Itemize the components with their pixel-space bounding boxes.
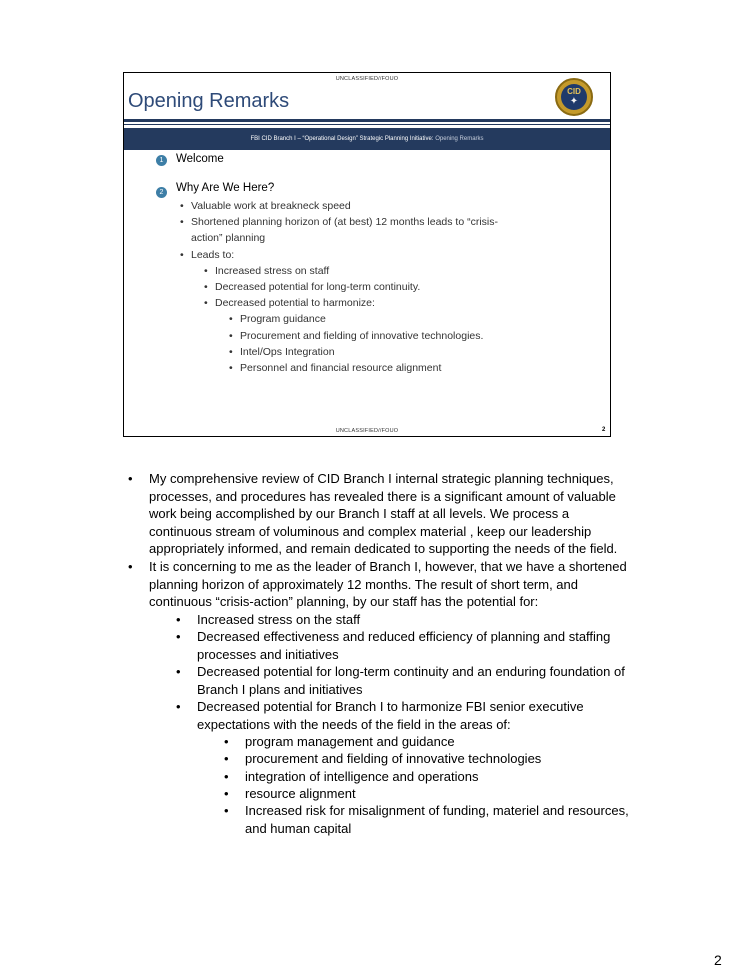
bullet-icon: • [204, 297, 208, 309]
note-sub-bullet: • Decreased effectiveness and reduced efficiency of planning and staffing processes and initiatives [176, 629, 611, 662]
note-sub-bullet: • Decreased potential for Branch I to harmonize FBI senior executive expectations with the needs of the field in the areas of: [176, 699, 584, 732]
bullet-icon: • [176, 629, 181, 644]
slide-bullet-cont: action” planning [191, 232, 266, 244]
bullet-icon: • [180, 200, 184, 212]
bullet-icon: • [180, 216, 184, 228]
note-subsub-bullet: • resource alignment [224, 786, 356, 801]
note-subsub-bullet: • Increased risk for misalignment of funding, materiel and resources, and human capital [224, 803, 629, 836]
bullet-icon: • [224, 751, 229, 766]
bullet-icon: • [229, 346, 233, 358]
bullet-icon: • [176, 699, 181, 714]
number-badge: 2 [156, 187, 167, 198]
bullet-icon: • [224, 734, 229, 749]
divider [124, 119, 610, 122]
slide-bullet: • Shortened planning horizon of (at best) 12 months leads to “crisis- [180, 216, 498, 228]
slide-bullet: • Leads to: [180, 249, 235, 261]
bullet-icon: • [224, 803, 229, 818]
bullet-icon: • [128, 471, 133, 486]
bullet-icon: • [229, 313, 233, 325]
banner [124, 128, 610, 150]
slide-bullet-l2: • Decreased potential for long-term continuity. [204, 281, 421, 293]
slide-bullet-l3: • Program guidance [229, 313, 326, 325]
item-heading: Welcome [176, 153, 224, 165]
bullet-icon: • [176, 664, 181, 679]
logo-text: CID [567, 87, 581, 96]
slide-bullet-l3: • Procurement and fielding of innovative technologies. [229, 330, 484, 342]
bullet-icon: • [229, 362, 233, 374]
note-paragraph-1: • My comprehensive review of CID Branch I internal strategic planning techniques, processes, and procedures has revealed there is a significant amount of valuable work being accomplished by our Branch I staff at all levels. We process a continuous stream of voluminous and complex material , keep our leadership appropriately informed, and remain dedicated to supporting the needs of the field. [128, 471, 618, 556]
bullet-icon: • [204, 281, 208, 293]
page-number: 2 [714, 952, 722, 968]
classification-top: UNCLASSIFIED//FOUO [335, 76, 399, 82]
slide-page-number: 2 [602, 427, 606, 433]
banner-sub: Opening Remarks [433, 136, 484, 142]
slide [123, 72, 611, 437]
bullet-icon: • [180, 249, 184, 261]
bullet-icon: • [128, 559, 133, 574]
bullet-icon: • [229, 330, 233, 342]
note-subsub-bullet: • program management and guidance [224, 734, 455, 749]
note-sub-bullet: • Decreased potential for long-term continuity and an enduring foundation of Branch I plans and initiatives [176, 664, 625, 697]
banner-main: FBI CID Branch I – “Operational Design” Strategic Planning Initiative: [250, 136, 434, 142]
item-heading: Why Are We Here? [176, 182, 275, 194]
note-subsub-bullet: • integration of intelligence and operations [224, 769, 479, 784]
slide-title: Opening Remarks [128, 90, 290, 112]
divider [124, 124, 610, 125]
note-subsub-bullet: • procurement and fielding of innovative technologies [224, 751, 542, 766]
bullet-icon: • [176, 612, 181, 627]
note-sub-bullet: • Increased stress on the staff [176, 612, 361, 627]
cid-logo-icon [555, 78, 593, 116]
bullet-icon: • [224, 769, 229, 784]
slide-bullet-l2: • Decreased potential to harmonize: [204, 297, 375, 309]
classification-bottom: UNCLASSIFIED//FOUO [335, 428, 399, 434]
eagle-icon: ✦ [569, 96, 579, 107]
slide-bullet-l3: • Personnel and financial resource alignment [229, 362, 442, 374]
slide-bullet-l3: • Intel/Ops Integration [229, 346, 335, 358]
slide-bullet-l2: • Increased stress on staff [204, 265, 330, 277]
bullet-icon: • [204, 265, 208, 277]
slide-bullet: • Valuable work at breakneck speed [180, 200, 351, 212]
note-paragraph-2: • It is concerning to me as the leader of Branch I, however, that we have a shortened planning horizon of approximately 12 months. The result of short term, and continuous “crisis-action” planning, by our staff has the potential for: [128, 559, 627, 609]
number-badge: 1 [156, 155, 167, 166]
bullet-icon: • [224, 786, 229, 801]
